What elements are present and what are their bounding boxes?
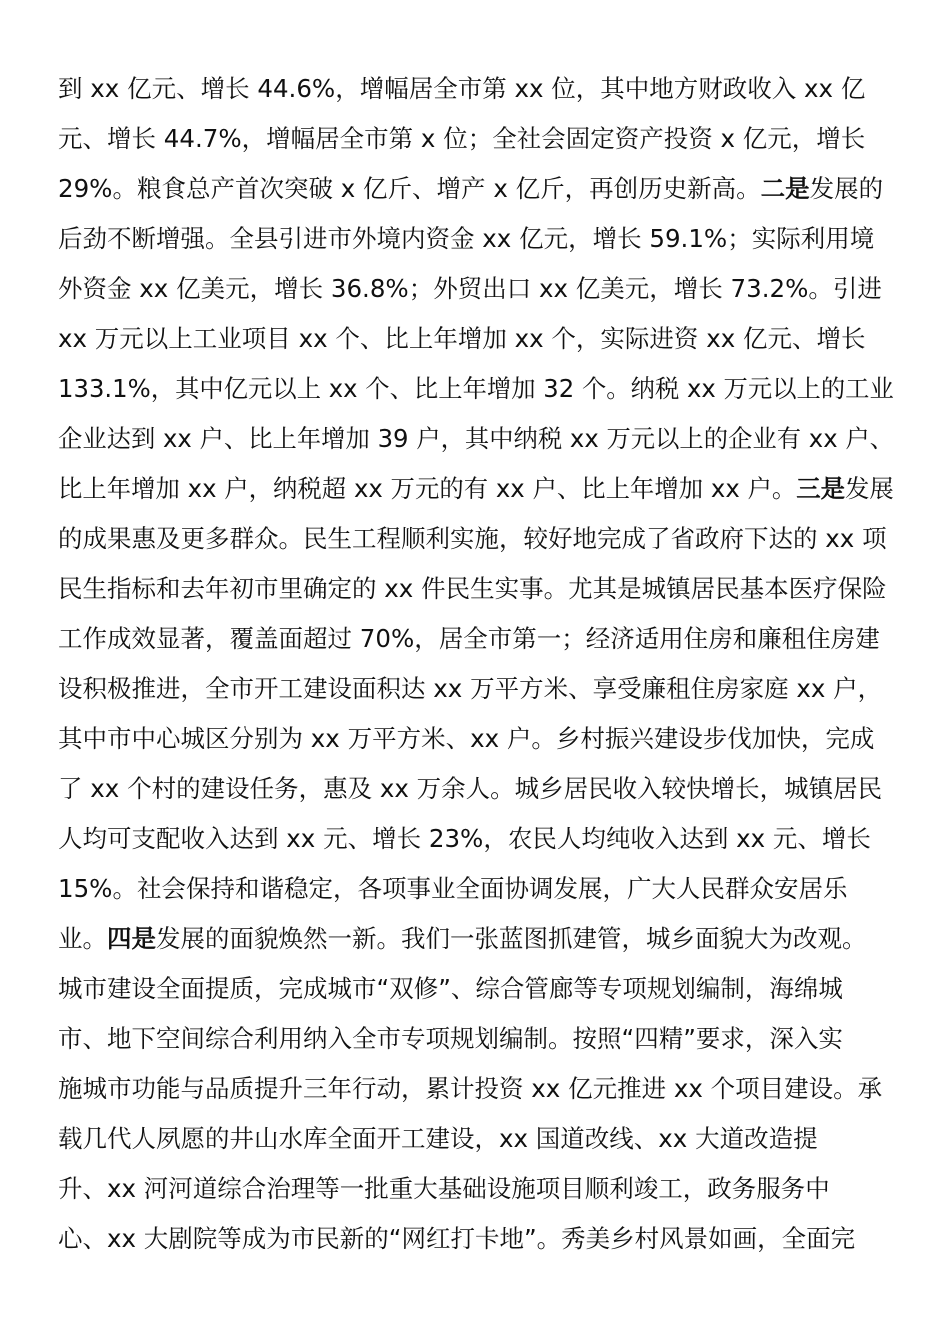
text-line [58,114,865,164]
text-line [58,264,882,314]
bold-heading-text: 二是 [760,174,810,203]
line-text: 发展的 [809,174,884,203]
line-text: 载几代人夙愿的井山水库全面开工建设，xx 国道改线、xx 大道改造提 [58,1124,818,1153]
line-text: 外资金 xx 亿美元，增长 36.8%；外贸出口 xx 亿美元，增长 73.2%。引进 [58,274,882,303]
line-text: 的成果惠及更多群众。民生工程顺利实施，较好地完成了省政府下达的 xx 项 [58,524,887,553]
line-text: xx 万元以上工业项目 xx 个、比上年增加 xx 个，实际进资 xx 亿元、增长 [58,324,866,353]
line-text: 其中市中心城区分别为 xx 万平方米、xx 户。乡村振兴建设步伐加快，完成 [58,724,875,753]
line-text: 后劲不断增强。全县引进市外境内资金 xx 亿元，增长 59.1%；实际利用境 [58,224,875,253]
text-line [58,1114,818,1164]
line-text: 工作成效显著，覆盖面超过 70%，居全市第一；经济适用住房和廉租住房建 [58,624,880,653]
line-text: 到 xx 亿元、增长 44.6%，增幅居全市第 xx 位，其中地方财政收入 xx 亿 [58,74,866,103]
line-text: 心、xx 大剧院等成为市民新的“网红打卡地”。秀美乡村风景如画，全面完 [58,1224,856,1253]
text-line [58,914,867,964]
text-line [58,564,887,614]
text-line [58,764,882,814]
text-line [58,464,894,514]
line-text: 发展的面貌焕然一新。我们一张蓝图抓建管，城乡面貌大为改观。 [156,924,867,953]
line-text: 15%。社会保持和谐稳定，各项事业全面协调发展，广大人民群众安居乐 [58,874,848,903]
line-text: 29%。粮食总产首次突破 x 亿斤、增产 x 亿斤，再创历史新高。 [58,174,761,203]
text-line [58,364,894,414]
line-text: 城市建设全面提质，完成城市“双修”、综合管廊等专项规划编制，海绵城 [58,974,843,1003]
line-text: 民生指标和去年初市里确定的 xx 件民生实事。尤其是城镇居民基本医疗保险 [58,574,887,603]
text-line [58,664,882,714]
text-line [58,714,874,764]
line-text: 发展 [845,474,894,503]
text-line [58,64,865,114]
bold-heading-text: 四是 [107,924,156,953]
text-line [58,814,871,864]
text-line [58,1064,882,1114]
text-line [58,164,883,214]
text-line [58,1214,855,1264]
line-text: 了 xx 个村的建设任务，惠及 xx 万余人。城乡居民收入较快增长，城镇居民 [58,774,883,803]
line-text: 市、地下空间综合利用纳入全市专项规划编制。按照“四精”要求，深入实 [58,1024,843,1053]
text-line [58,214,874,264]
text-line [58,314,866,364]
text-line [58,864,847,914]
line-text: 升、xx 河河道综合治理等一批重大基础设施项目顺利竣工，政务服务中 [58,1174,830,1203]
text-line [58,414,894,464]
line-text: 业。 [58,924,107,953]
line-text: 比上年增加 xx 户，纳税超 xx 万元的有 xx 户、比上年增加 xx 户。 [58,474,797,503]
text-line [58,1014,843,1064]
line-text: 元、增长 44.7%，增幅居全市第 x 位；全社会固定资产投资 x 亿元，增长 [58,124,866,153]
line-text: 人均可支配收入达到 xx 元、增长 23%，农民人均纯收入达到 xx 元、增长 [58,824,871,853]
text-line [58,1164,830,1214]
text-line [58,514,887,564]
line-text: 设积极推进，全市开工建设面积达 xx 万平方米、享受廉租住房家庭 xx 户， [58,674,883,703]
line-text: 企业达到 xx 户、比上年增加 39 户，其中纳税 xx 万元以上的企业有 xx 户、 [58,424,894,453]
text-line [58,964,843,1014]
line-text: 133.1%，其中亿元以上 xx 个、比上年增加 32 个。纳税 xx 万元以上的工业 [58,374,894,403]
text-line [58,614,880,664]
line-text: 施城市功能与品质提升三年行动，累计投资 xx 亿元推进 xx 个项目建设。承 [58,1074,883,1103]
bold-heading-text: 三是 [796,474,846,503]
